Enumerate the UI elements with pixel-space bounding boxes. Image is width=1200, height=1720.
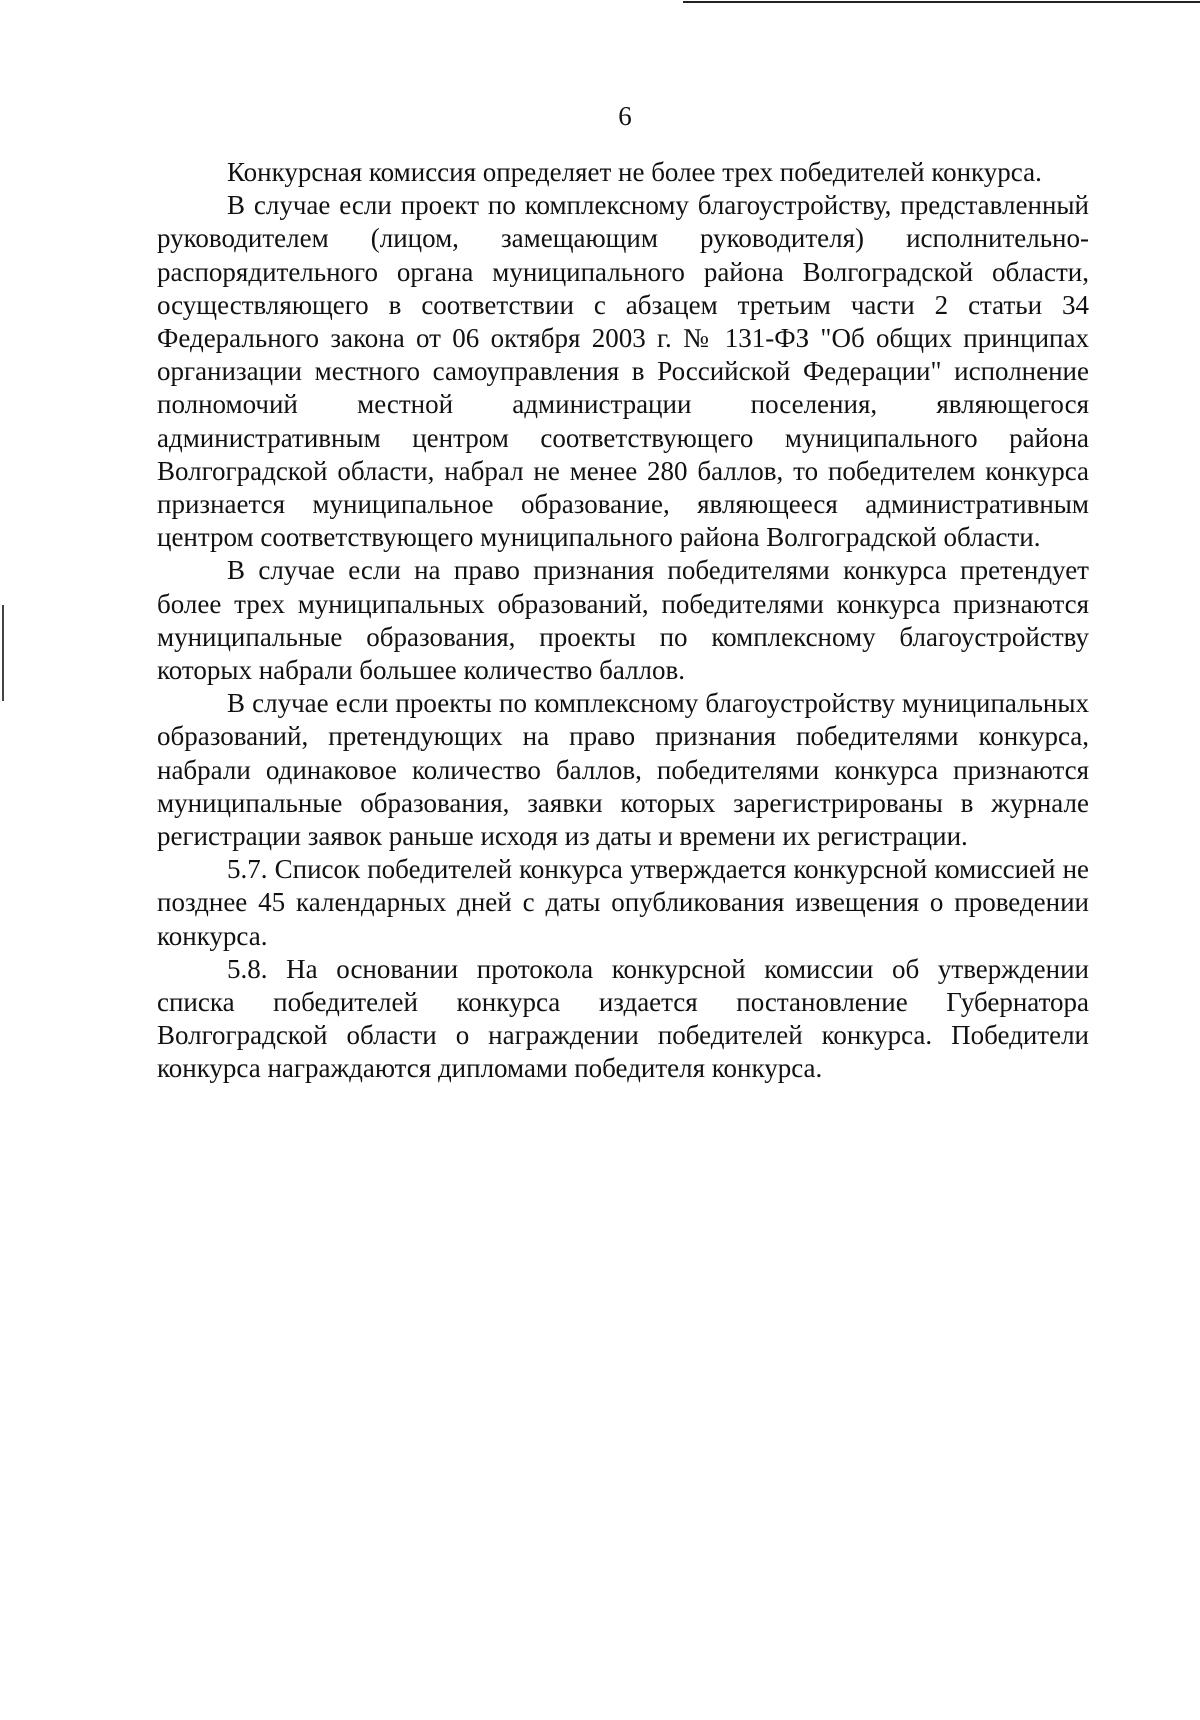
scan-edge-line-top [683, 1, 1200, 3]
paragraph-more-than-three: В случае если на право признания победителями конкурса претендует более трех муниципальных образований, победителями конкурса признаются муниципальные образования, проекты по комплексному благоустройству которых набрали большее количество баллов. [157, 555, 1089, 686]
paragraph-equal-scores: В случае если проекты по комплексному благоустройству муниципальных образований, претендующих на право признания победителями конкурса, набрали одинаковое количество баллов, победителями конкурса признаются муниципальные образования, заявки которых зарегистрированы в журнале регистрации заявок раньше исходя из даты и времени их регистрации. [157, 688, 1089, 852]
page-number: 6 [618, 101, 632, 131]
paragraph-winners-limit: Конкурсная комиссия определяет не более трех победителей конкурса. [227, 157, 1042, 187]
paragraph-5-8: 5.8. На основании протокола конкурсной комиссии об утверждении списка победителей конкурса издается постановление Губернатора Волгоградской области о награждении победителей конкурса. Победители конкурса награждаются дипломами победителя конкурса. [157, 953, 1089, 1084]
document-body [157, 156, 1089, 1086]
paragraph-5-7: 5.7. Список победителей конкурса утверждается конкурсной комиссией не позднее 45 календарных дней с даты опубликования извещения о проведении конкурса. [157, 854, 1089, 951]
paragraph-admin-center-rule: В случае если проект по комплексному благоустройству, представленный руководителем (лицом, замещающим руководителя) исполнительно-распорядительного органа муниципального района Волгоградской области, осуществляющего в соответствии с абзацем третьим части 2 статьи 34 Федерального закона от 06 октября 2003 г. № 131-ФЗ "Об общих принципах организации местного самоуправления в Российской Федерации" исполнение полномочий местной администрации поселения, являющегося административным центром соответствующего муниципального района Волгоградской области, набрал не менее 280 баллов, то победителем конкурса признается муниципальное образование, являющееся административным центром соответствующего муниципального района Волгоградской области. [157, 190, 1089, 553]
scan-edge-line-left [2, 605, 4, 701]
